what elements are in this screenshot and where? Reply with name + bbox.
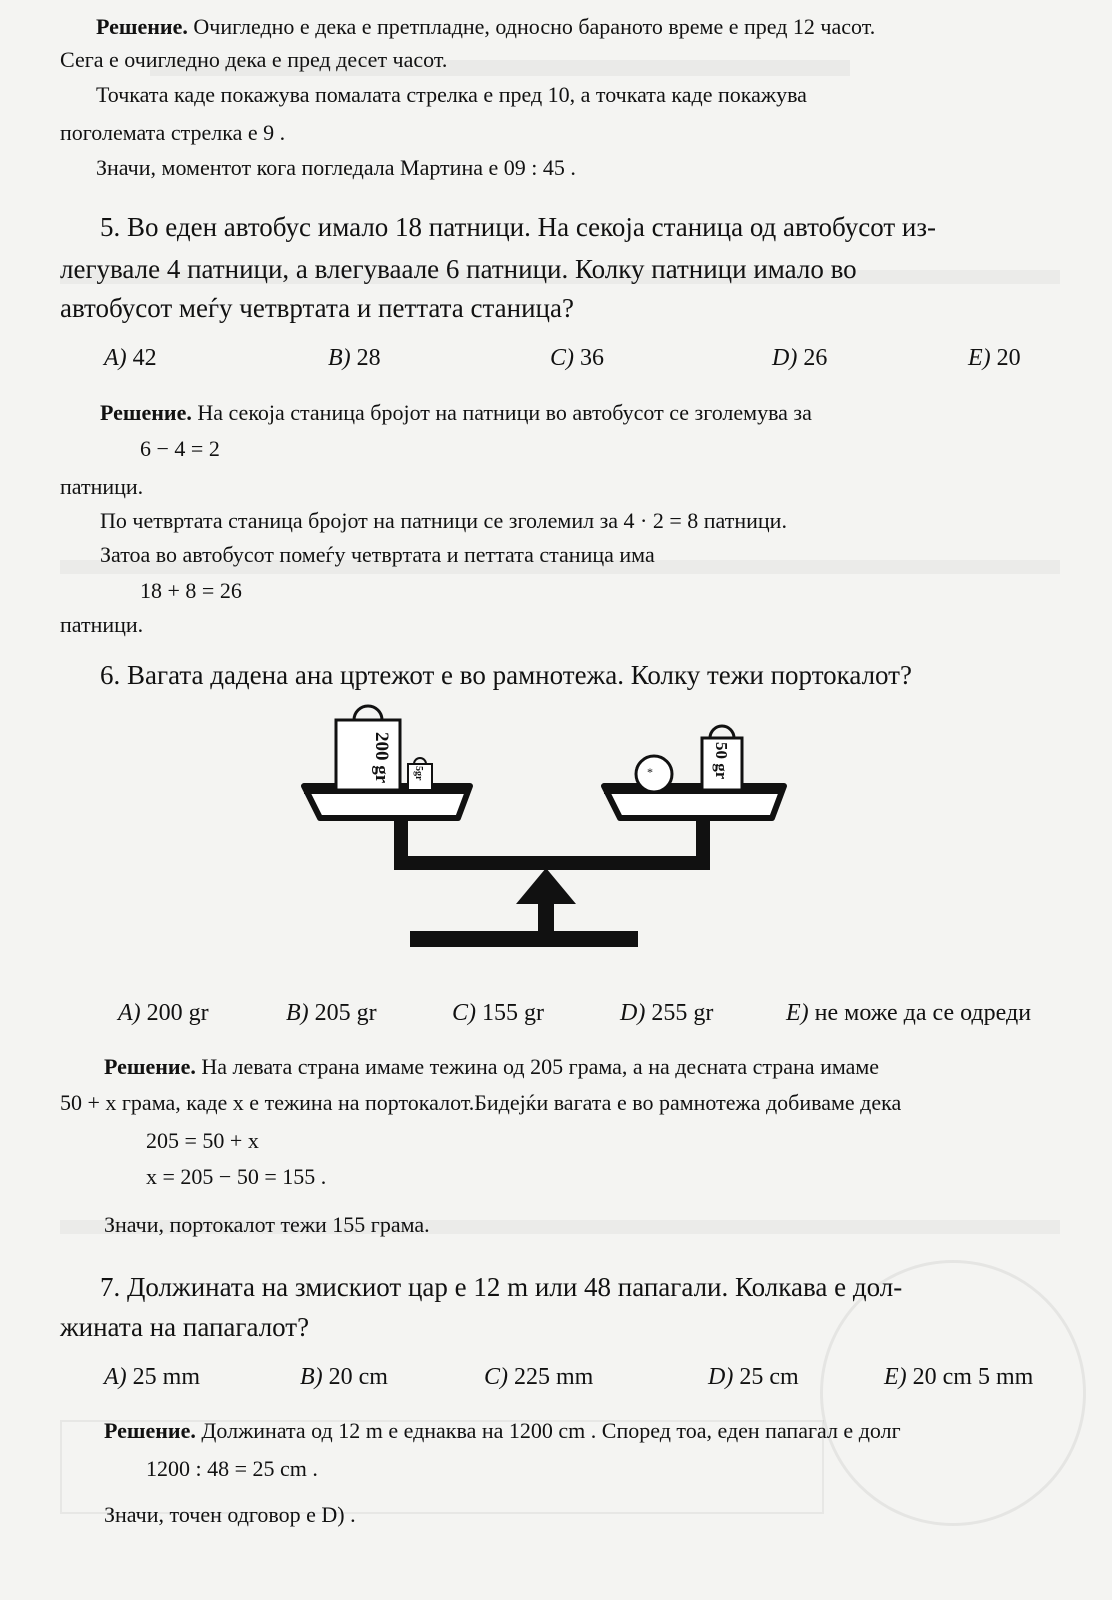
solution-label: Решение. <box>104 1418 196 1443</box>
problem-5-line-3: автобусот меѓу четвртата и петтата станица? <box>60 293 574 323</box>
scale-pointer <box>516 868 576 904</box>
problem-5-line-2: легувале 4 патници, а влегуваале 6 патници. Колку патници имало во <box>60 254 857 284</box>
solution-label: Решение. <box>104 1054 196 1079</box>
problem-5-solution-line-3: По четвртата станица бројот на патници се зголемил за 4 · 2 = 8 патници. <box>100 508 787 533</box>
orange-fruit <box>636 756 672 792</box>
problem-5-option-b: B) 28 <box>328 345 381 371</box>
solution-label: Решение. <box>96 14 188 39</box>
weight-50gr-label: 50 gr <box>712 742 731 780</box>
problem-7-line-2: жината на папагалот? <box>60 1312 310 1342</box>
problem-7-equation-1: 1200 : 48 = 25 cm . <box>146 1456 318 1481</box>
weight-50gr-handle <box>710 726 734 738</box>
problem-6-title: 6. Вагата дадена ана цртежот е во рамнотежа. Колку тежи портокалот? <box>100 660 912 690</box>
problem-7-option-c: C) 225 mm <box>484 1364 594 1390</box>
problem-5-option-c: C) 36 <box>550 345 604 371</box>
problem-5-solution-line-4: Затоа во автобусот помеѓу четвртата и петтата станица има <box>100 542 655 567</box>
problem-6-solution-line-1 <box>104 1054 879 1080</box>
scale-pillar <box>538 900 554 933</box>
scale-beam <box>394 856 710 870</box>
problem-6-option-c: C) 155 gr <box>452 1000 544 1026</box>
problem-6-option-e: E) не може да се одреди <box>786 1000 1032 1026</box>
balance-scale-figure <box>290 700 820 980</box>
problem-6-option-b: B) 205 gr <box>286 1000 377 1026</box>
problem-5-option-a: A) 42 <box>104 345 157 371</box>
intro-line-1 <box>96 14 875 40</box>
intro-line-5: Значи, моментот кога погледала Мартина е 09 : 45 . <box>96 155 576 180</box>
intro-line-3: Точката каде покажува помалата стрелка е пред 10, а точката каде покажува <box>96 82 807 107</box>
problem-7-option-a: A) 25 mm <box>104 1364 200 1390</box>
intro-line-1-text: Очигледно е дека е претпладне, односно бараното време е пред 12 часот. <box>193 14 876 39</box>
problem-6-option-a: A) 200 gr <box>118 1000 209 1026</box>
problem-7-solution-line-1-text: Должината од 12 m е еднаква на 1200 cm . Според тоа, еден папагал е долг <box>201 1418 901 1443</box>
problem-5-option-e: E) 20 <box>968 345 1021 371</box>
problem-7-option-b: B) 20 cm <box>300 1364 388 1390</box>
problem-5-line-1: 5. Во еден автобус имало 18 патници. На секоја станица од автобусот из- <box>100 212 937 242</box>
problem-6-solution-line-1-text: На левата страна имаме тежина од 205 грама, а на десната страна имаме <box>201 1054 880 1079</box>
problem-7-option-d: D) 25 cm <box>708 1364 799 1390</box>
scale-base <box>410 931 638 947</box>
problem-6-equation-1: 205 = 50 + x <box>146 1128 259 1153</box>
problem-6-equation-2: x = 205 − 50 = 155 . <box>146 1164 327 1189</box>
problem-5-option-d: D) 26 <box>772 345 828 371</box>
problem-7-solution-line-1 <box>104 1418 901 1444</box>
intro-line-2: Сега е очигледно дека е пред десет часот. <box>60 47 448 72</box>
problem-6-solution-line-3: Значи, портокалот тежи 155 грама. <box>104 1212 430 1237</box>
problem-7-line-1: 7. Должината на змискиот цар е 12 m или 48 папагали. Колкава е дол- <box>100 1272 903 1302</box>
weight-5gr-label: 5gr <box>413 766 424 781</box>
problem-7-option-e: E) 20 cm 5 mm <box>884 1364 1034 1390</box>
problem-7-solution-line-2: Значи, точен одговор е D) . <box>104 1502 356 1527</box>
problem-5-equation-2: 18 + 8 = 26 <box>140 578 242 603</box>
problem-5-solution-line-2: патници. <box>60 474 144 499</box>
solution-label: Решение. <box>100 400 192 425</box>
problem-6-option-d: D) 255 gr <box>620 1000 714 1026</box>
problem-5-solution-line-5: патници. <box>60 612 144 637</box>
weight-200gr-label: 200 gr <box>371 732 392 784</box>
problem-5-equation-1: 6 − 4 = 2 <box>140 436 220 461</box>
orange-stem-mark: * <box>647 765 653 779</box>
right-post <box>696 818 710 862</box>
intro-line-4: поголемата стрелка е 9 . <box>60 120 286 145</box>
weight-200gr-handle <box>354 706 382 720</box>
problem-5-solution-line-1 <box>100 400 812 426</box>
problem-5-solution-line-1-text: На секоја станица бројот на патници во автобусот се зголемува за <box>197 400 812 425</box>
problem-6-solution-line-2: 50 + x грама, каде x е тежина на портокалот.Бидејќи вагата е во рамнотежа добиваме дека <box>60 1090 902 1115</box>
left-post <box>394 818 408 862</box>
